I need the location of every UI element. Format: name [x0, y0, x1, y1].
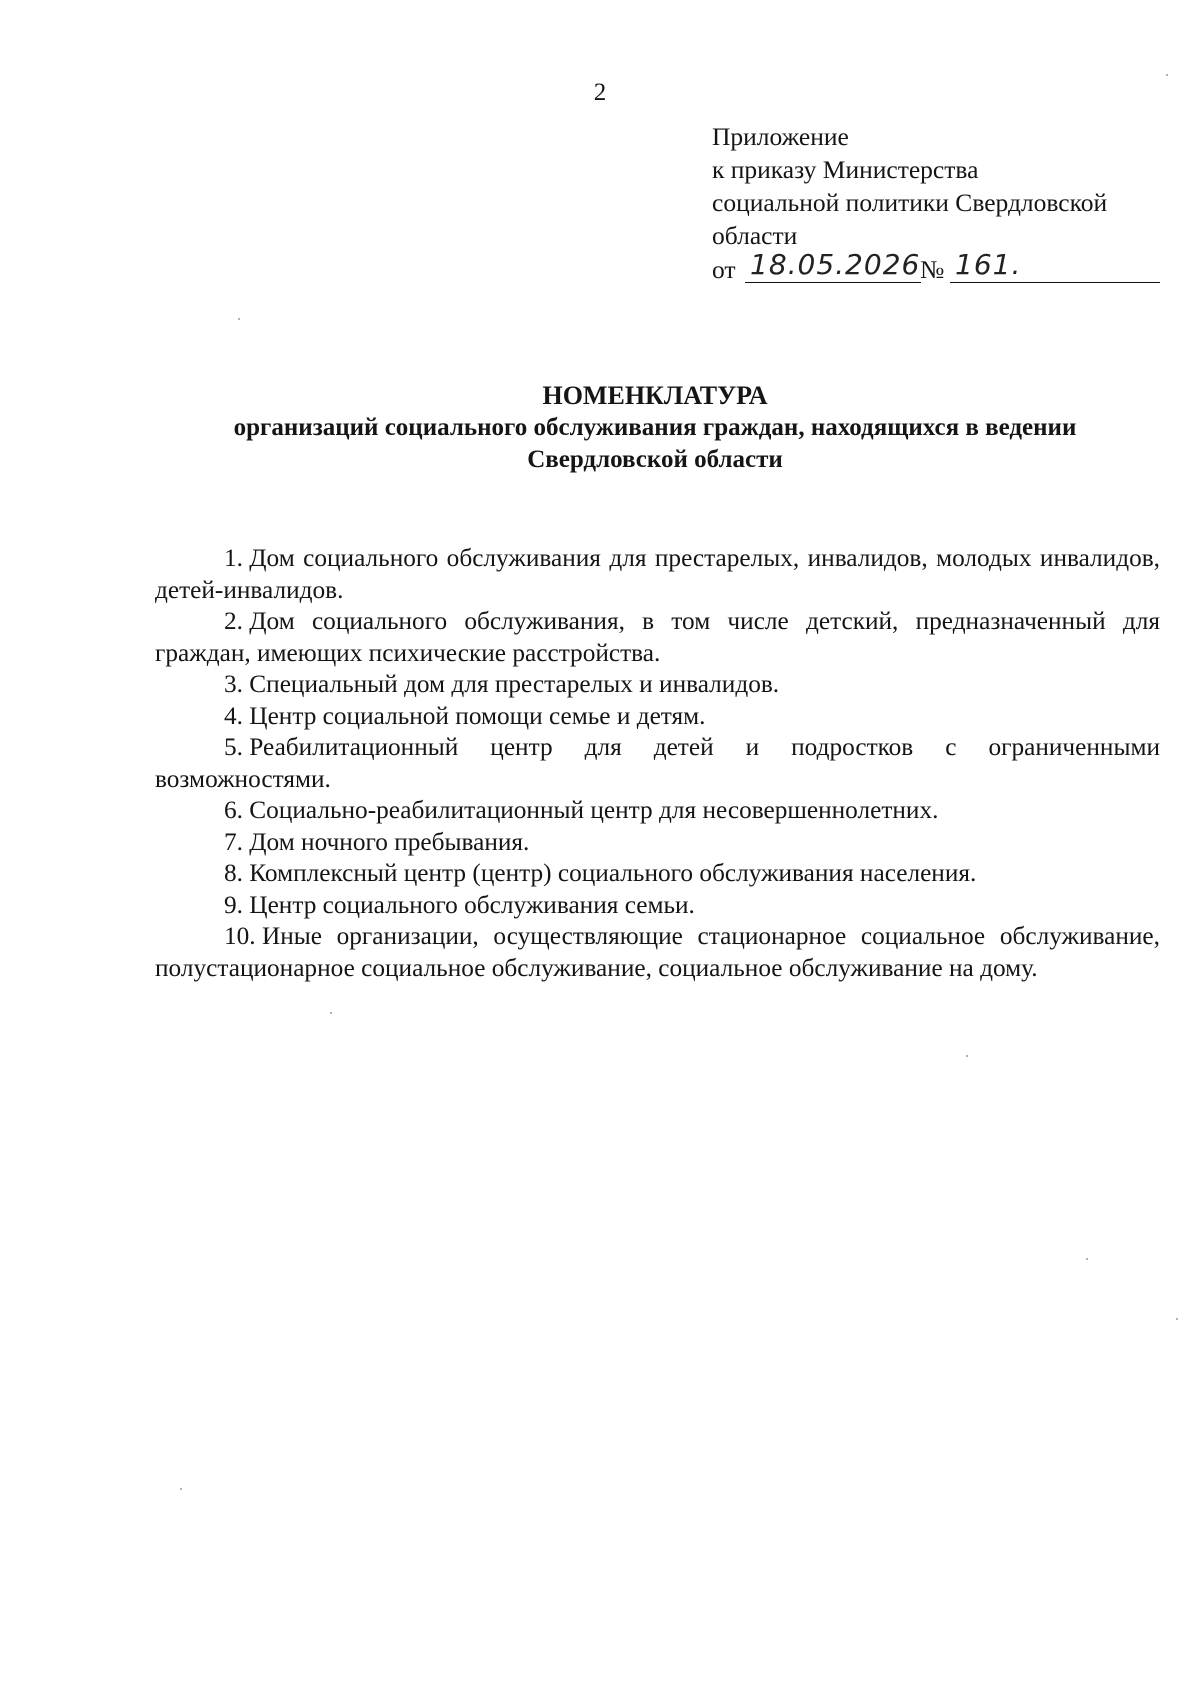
item-number: 4. [224, 701, 243, 730]
scan-speck [180, 1488, 182, 1490]
title-main: НОМЕНКЛАТУРА [542, 381, 768, 410]
list-item [155, 543, 1160, 606]
item-text: Дом социального обслуживания для престарелых, инвалидов, молодых инвалидов, детей-инвалидов. [155, 544, 1160, 604]
item-number: 5. [224, 733, 243, 761]
appendix-line: области [712, 221, 798, 250]
appendix-line: Приложение [712, 122, 849, 151]
list-item [155, 921, 1160, 984]
appendix-line: к приказу Министерства [712, 155, 979, 184]
order-prefix: от [712, 255, 736, 284]
item-text: Дом ночного пребывания. [249, 827, 530, 856]
list-item [155, 795, 1160, 827]
list-item [155, 732, 1160, 795]
list-item [155, 827, 1160, 859]
item-number: 7. [224, 827, 243, 856]
title-subtitle-line: Свердловской области [527, 446, 783, 473]
handwritten-order-date: 18.05.2026 [750, 248, 921, 281]
item-number: 9. [224, 890, 243, 919]
scan-speck [330, 1012, 332, 1014]
list-item [155, 858, 1160, 890]
appendix-header [712, 120, 1172, 285]
scan-speck [966, 1055, 968, 1057]
order-date-number-line [712, 248, 1172, 285]
page-number: 2 [593, 79, 607, 106]
number-sign: № [920, 255, 945, 284]
nomenclature-list [155, 543, 1160, 984]
title-subtitle-line: организаций социального обслуживания граждан, находящихся в ведении [233, 414, 1077, 441]
scan-speck [1176, 1318, 1178, 1320]
item-text: Специальный дом для престарелых и инвалидов. [249, 670, 780, 698]
item-text: Центр социальной помощи семье и детям. [249, 701, 706, 730]
list-item [155, 701, 1160, 733]
list-item [155, 606, 1160, 669]
scan-speck [1166, 74, 1168, 76]
item-text: Иные организации, осуществляющие стационарное социальное обслуживание, полустационарное социальное обслуживание, социальное обслуживание на дому. [155, 922, 1160, 982]
list-item [155, 669, 1160, 701]
item-text: Социально-реабилитационный центр для несовершеннолетних. [249, 796, 939, 824]
list-item [155, 890, 1160, 922]
scan-speck [1086, 1258, 1088, 1260]
item-number: 6. [224, 796, 243, 824]
item-number: 10. [224, 922, 256, 950]
document-title [150, 380, 1160, 476]
item-text: Центр социального обслуживания семьи. [249, 890, 695, 919]
date-underline [745, 282, 921, 283]
appendix-line: социальной политики Свердловской [712, 188, 1108, 217]
item-text: Дом социального обслуживания, в том числе детский, предназначенный для граждан, имеющих психические расстройства. [155, 607, 1160, 667]
item-number: 8. [224, 859, 243, 887]
item-text: Комплексный центр (центр) социального обслуживания населения. [249, 859, 977, 887]
item-number: 3. [224, 670, 243, 698]
item-number: 2. [224, 607, 243, 635]
handwritten-order-number: 161. [955, 248, 1022, 281]
item-number: 1. [224, 544, 243, 572]
number-underline [950, 282, 1160, 283]
scan-speck [238, 318, 240, 320]
item-text: Реабилитационный центр для детей и подростков с ограниченными возможностями. [155, 733, 1160, 793]
